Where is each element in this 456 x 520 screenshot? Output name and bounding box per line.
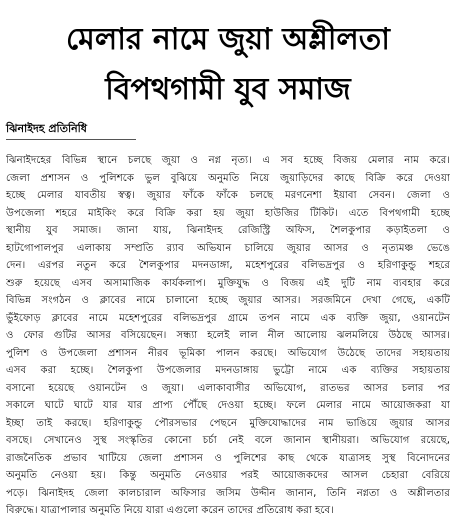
article-line: হাটগোপালপুর এলাকায় সম্প্রতি র‍্যাব অভিযান চালিয়ে জুয়ার আসর ও নৃত্যমঞ্চ ভেঙে <box>6 242 450 254</box>
article-line: রাজনৈতিক প্রভাব খাটিয়ে জেলা প্রশাসন ও পুলিশের কাছ থেকে যাত্রাসহ সুস্থ বিনোদনের <box>6 452 450 464</box>
article-line: পুলিশ ও উপজেলা প্রশাসন নীরব ভূমিকা পালন করছে। অভিযোগ উঠেছে তাদের সহায়তায় <box>6 347 450 359</box>
byline: ঝিনাইদহ প্রতিনিধি <box>6 122 87 135</box>
article-line-last: বিরুদ্ধে। যাত্রাপালার অনুমতি নিয়ে যারা এগুলো করেন তাদের প্রতিরোধ করা হবে। <box>6 505 334 516</box>
article-line: বসানো হয়েছে ওয়ানটেন ও জুয়া। এলাকাবাসীর অভিযোগ, রাতভর আসর চলার পর <box>6 382 450 394</box>
article-line: পড়ে। ঝিনাইদহ জেলা কালচারাল অফিসার জসিম উদ্দীন জানান, তিনি নগ্নতা ও অশ্লীলতার <box>6 487 450 499</box>
article-line: বসছে। সেখানেও সুস্থ সংস্কৃতির কোনো চর্চা নেই বলে জানান স্থানীয়রা। অভিযোগ রয়েছে, <box>6 435 450 446</box>
article-line: ইচ্ছা তাই করছে। হরিণাকুন্ডু পৌরসভার পেছনে মুক্তিযোদ্ধাদের নাম ভাঙিয়ে জুয়ার আসর <box>6 417 450 429</box>
article-line: বিভিন্ন সংগঠন ও ক্লাবের নামে চালানো হচ্ছে জুয়ার আসর। সরজমিনে দেখা গেছে, একটি <box>6 295 450 306</box>
article-line: হচ্ছে মেলার যাবতীয় স্বত্ব। জুয়ার ফাঁকে ফাঁকে চলছে মরণনেশা ইয়াবা সেবন। জেলা ও <box>6 190 450 201</box>
byline-divider <box>6 139 136 140</box>
article-line: শুরু হয়েছে এসব অসামাজিক কার্যকলাপ। মুক্তিযুদ্ধ ও বিজয় এই দুটি নাম ব্যবহার করে <box>6 277 450 289</box>
headline-line-2: বিপথগামী যুব সমাজ <box>105 72 351 107</box>
article-line: ও ফোর গুটির আসর বসিয়েছেন। সন্ধ্যা হলেই লাল নীল আলোয় ঝলমলিয়ে উঠছে আসর। <box>6 330 450 341</box>
article-line: জেলা প্রশাসন ও পুলিশকে ভুল বুঝিয়ে অনুমতি নিয়ে জুয়াড়িদের কাছে বিক্রি করে দেওয়া <box>6 172 450 184</box>
article-line: অনুমতি নেওয়া হয়। কিন্তু অনুমতি নেওয়ার পরই আয়োজকদের আসল চেহারা বেরিয়ে <box>6 470 450 481</box>
headline-line-1: মেলার নামে জুয়া অশ্লীলতা <box>66 22 390 57</box>
article-line: দেন। এরপর নতুন করে শৈলকুপার মদনডাঙ্গা, মহেশপুরের বলিভদ্রপুর ও হরিণাকুন্ডু শহরে <box>6 260 450 271</box>
article-line: ভুঁইফোড় ক্লাবের নামে মহেশপুরের বলিভদ্রপুর গ্রামে তপন নামে এক ব্যক্তি জুয়া, ওয়ানটেন <box>6 312 450 324</box>
article-line: স্থানীয় যুব সমাজ। জানা যায়, ঝিনাইদহ রেজিস্ট্রি অফিস, শৈলকুপার কড়াইতলা ও <box>6 225 450 236</box>
article-line: উপজেলা শহরে মাইকিং করে বিক্রি করা হয় জুয়া হাউজির টিকিট। এতে বিপথগামী হচ্ছে <box>6 207 450 219</box>
article-line: এসব করা হচ্ছে। শৈলকুপা উপজেলার মদনডাঙ্গায় ভুট্টো নামে এক ব্যক্তির সহায়তায় <box>6 365 450 376</box>
article-line: ঝিনাইদহের বিভিন্ন স্থানে চলছে জুয়া ও নগ্ন নৃত্য। এ সব হচ্ছে বিজয় মেলার নাম করে। <box>6 155 450 166</box>
article-line: সকালে ঘাটে ঘাটে যার যার প্রাপ্য পৌঁছে দেওয়া হচ্ছে। ফলে মেলার নামে আয়োজকরা যা <box>6 400 450 411</box>
article-body <box>6 152 450 520</box>
